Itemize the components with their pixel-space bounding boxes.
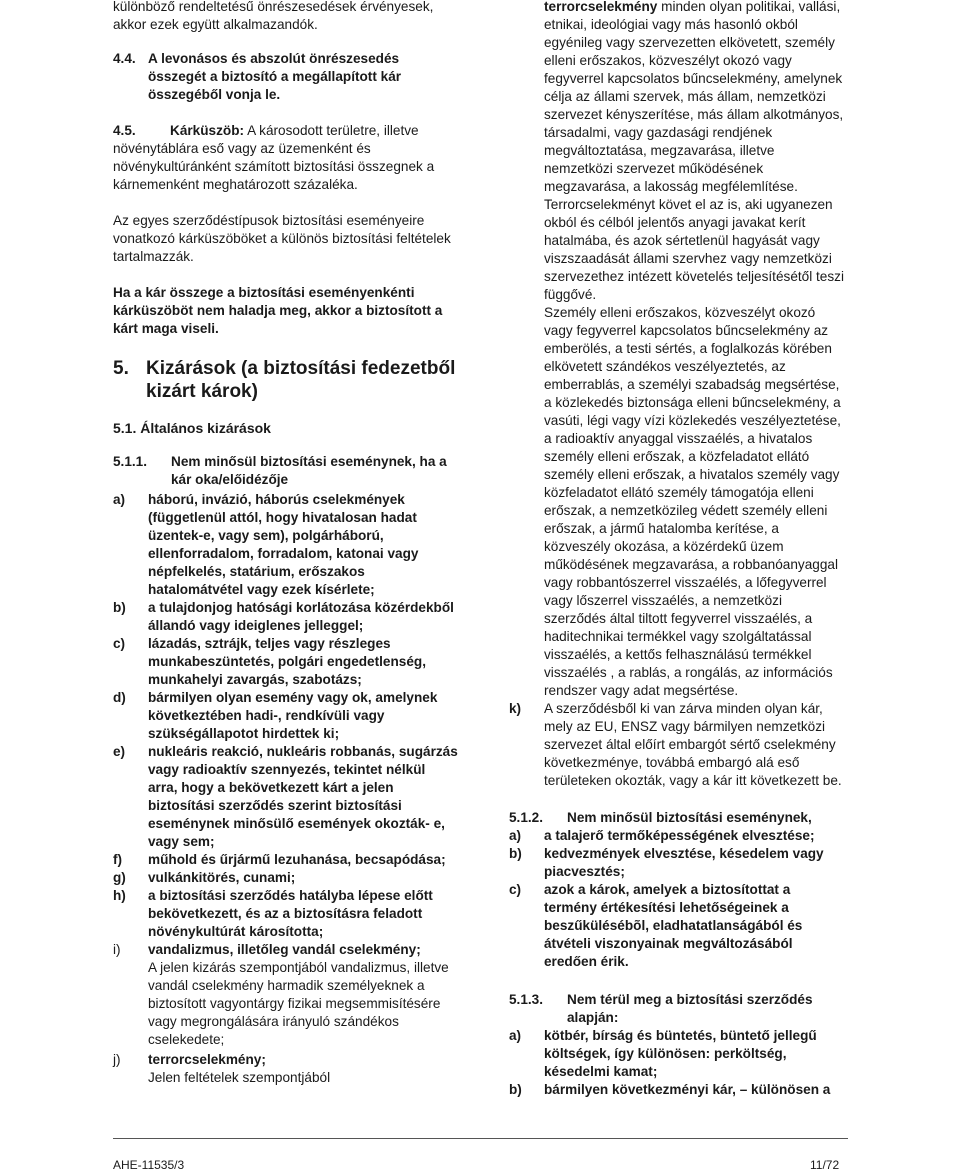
list-item-text: azok a károk, amelyek a biztosítottat a termény értékesítési lehetőségeinek a beszűkülésébõl, eladhatatlanságából és átvételi viszonyainak megváltozásából eredően érik. [544, 882, 803, 969]
section-number: 4.5. [113, 123, 136, 138]
list-item-title: vandalizmus, illetőleg vandál cselekmény; [148, 942, 421, 957]
list-item-text: Jelen feltételek szempontjából [148, 1070, 331, 1085]
list-item-text: vulkánkitörés, cunami; [148, 870, 296, 885]
list-item-title: terrorcselekmény; [148, 1052, 266, 1067]
section-number: 5.1.1. [113, 454, 148, 469]
footer-divider [113, 1138, 848, 1139]
list-item-label: j) [113, 1052, 121, 1067]
list-item-label: b) [509, 846, 522, 861]
left-column [113, 0, 458, 1087]
list-item-label: a) [113, 492, 126, 507]
list-item-label: c) [509, 882, 522, 897]
list-item-text: a talajerő termőképességének elvesztése; [544, 828, 815, 843]
list-item [113, 599, 458, 635]
list-item [113, 689, 458, 743]
section-5-1-3 [509, 991, 844, 1027]
section-5-1-2-list [509, 827, 844, 971]
list-item-label: h) [113, 888, 126, 903]
list-item [509, 845, 844, 881]
footer-page-number: 11/72 [810, 1158, 840, 1172]
list-item [113, 635, 458, 689]
list-item-text: nukleáris reakció, nukleáris robbanás, sugárzás vagy radioaktív szennyezés, tekintet nélkül arra, hogy a bekövetkezett kárt a jelen biztosítási szerződés szerint biztosítási eseménynek minősülő események okozták- e, vagy sem; [148, 744, 458, 849]
list-item-text: háború, invázió, háborús cselekmények (függetlenül attól, hogy hivatalosan hadat üzentek-e, vagy sem), polgárháború, ellenforradalom, forradalom, katonai vagy népfelkelés, statárium, erőszakos hatalomátvétel vagy ezek kísérlete; [148, 492, 419, 597]
list-item-text: A szerződésből ki van zárva minden olyan kár, mely az EU, ENSZ vagy bármilyen nemzetközi szervezet által előírt embargót sértő cselekmény következménye, továbbá embargó alá eső területeken okozták, vagy a kár itt következett be. [544, 701, 842, 788]
list-item-label: a) [509, 1028, 522, 1043]
list-item-label: f) [113, 852, 123, 867]
list-item [509, 1081, 844, 1099]
list-item-text: A jelen kizárás szempontjából vandalizmus, illetve vandál cselekmény harmadik személyeknek a biztosított vagyontárgy fizikai megsemmisítésére vagy megrongálására irányuló szándékos cselekedete; [148, 960, 449, 1047]
paragraph-bold: Ha a kár összege a biztosítási eseményenkénti kárküszöböt nem haladja meg, akkor a biztosított a kárt maga viseli. [113, 285, 443, 336]
list-item-label: b) [509, 1082, 522, 1097]
section-number: 5.1.3. [509, 992, 544, 1007]
exclusion-list [113, 491, 458, 941]
list-item-text: műhold és űrjármű lezuhanása, becsapódása; [148, 852, 446, 867]
list-item [113, 851, 458, 869]
section-5-1-3-list [509, 1027, 844, 1099]
section-term: Kárküszöb: [170, 123, 245, 138]
list-item-text: lázadás, sztrájk, teljes vagy részleges munkabeszüntetés, polgári engedetlenség, munkahelyi zavargás, szabotázs; [148, 636, 426, 687]
right-column [509, 0, 844, 1099]
list-item [113, 743, 458, 851]
heading-title: Kizárások (a biztosítási fedezetből kizárt károk) [146, 358, 456, 402]
list-item-text: bármilyen következményi kár, – különösen a [544, 1082, 831, 1097]
terror-paragraph-3: Személy elleni erőszakos, közveszélyt okozó vagy fegyverrel kapcsolatos bűncselekmény az emberölés, a testi sértés, a foglalkozás körében elkövetett szándékos veszélyeztetés, az emberrablás, a személyi szabadság megsértése, a közlekedés biztonsága elleni bűncselekmény, a vasúti, légi vagy vízi közlekedés veszélyeztetése, a radioaktív anyaggal visszaélés, a hivatalos személy elleni erőszak, a közfeladatot ellátó személy elleni erőszak, a hivatalos személy vagy közfeladatot ellátó személy támogatója elleni erőszak, a nemzetközileg védett személy elleni erőszak, a jármű hatalomba kerítése, a közveszély okozása, a közérdekű üzem működésének megzavarása, a robbanóanyaggal vagy robbantószerrel visszaélés, a lőfegyverrel vagy lőszerrel visszaélés, a nemzetközi szerződés által tiltott fegyverrel visszaélés, a haditechnikai termékkel vagy szolgáltatással visszaélés, a kettős felhasználású termékkel visszaélés , a rablás, a rongálás, az információs rendszer vagy adat megsértése. [544, 305, 841, 698]
list-item-label: b) [113, 600, 126, 615]
section-5-1-2 [509, 809, 844, 827]
list-item [509, 827, 844, 845]
list-item-label: e) [113, 744, 126, 759]
section-5-1-1 [113, 453, 458, 489]
list-item-label: g) [113, 870, 126, 885]
term-bold: terrorcselekmény [544, 0, 658, 14]
list-item-label: c) [113, 636, 126, 651]
section-text: Nem minősül biztosítási eseménynek, [567, 810, 812, 825]
section-number: 4.4. [113, 51, 136, 66]
list-item [113, 491, 458, 599]
section-4-5 [113, 122, 458, 194]
section-4-4 [113, 50, 458, 104]
list-item-label: k) [509, 701, 522, 716]
list-item [509, 1027, 844, 1081]
heading-5 [113, 357, 458, 403]
heading-5-1: 5.1. Általános kizárások [113, 420, 271, 436]
list-item-text: kötbér, bírság és büntetés, büntető jellegű költségek, így különösen: perköltség, késedelmi kamat; [544, 1028, 817, 1079]
list-item-label: a) [509, 828, 522, 843]
section-text: Nem térül meg a biztosítási szerződés alapján: [567, 992, 813, 1025]
list-item-label: i) [113, 942, 121, 957]
list-item-text: a tulajdonjog hatósági korlátozása közérdekből állandó vagy ideiglenes jelleggel; [148, 600, 454, 633]
intro-text: különböző rendeltetésű önrészesedések érvényesek, akkor ezek együtt alkalmazandók. [113, 0, 434, 32]
list-item [509, 881, 844, 971]
section-number: 5.1.2. [509, 810, 544, 825]
terror-paragraph-2: Terrorcselekményt követ el az is, aki ugyanezen okból és célból jelentős anyagi javakat kerít hatalmába, és azok sértetlenül hagyását vagy viszszaadását állami szervhez vagy nemzetközi szervezethez intézett követelés teljesítésétől teszi függővé. [544, 197, 844, 302]
section-text: Nem minősül biztosítási eseménynek, ha a kár oka/előidézője [171, 454, 447, 487]
list-item-label: d) [113, 690, 126, 705]
list-item [113, 941, 458, 1049]
terror-definition [509, 0, 844, 700]
list-item [113, 869, 458, 887]
heading-number: 5. [113, 358, 129, 379]
section-text: A károsodott területre, illetve növénytáblára eső vagy az üzemenként és növénykultúránként számított biztosítási összegnek a kárnemenként meghatározott százaléka. [113, 123, 435, 192]
term-text: minden olyan politikai, vallási, etnikai, ideológiai vagy más hasonló okból egyénileg vagy szervezetten elkövetett, személy elleni erőszakos, közveszélyt okozó vagy fegyverrel kapcsolatos bűncselekmény, amelynek célja az állami szervek, más állam, nemzetközi szervezet kényszerítése, más állam alkotmányos, társadalmi, vagy gazdasági rendjének megváltoztatása, megzavarása, illetve nemzetközi szervezet működésének megzavarása, a lakosság megfélemlítése. [544, 0, 844, 194]
paragraph-thresholds: Az egyes szerződéstípusok biztosítási eseményeire vonatkozó kárküszöböket a különös biztosítási feltételek tartalmazzák. [113, 213, 451, 264]
list-item [113, 1051, 458, 1087]
list-item [509, 700, 844, 790]
list-item-text: bármilyen olyan esemény vagy ok, amelynek következtében hadi-, rendkívüli vagy szükségállapotot hirdettek ki; [148, 690, 438, 741]
list-item-text: a biztosítási szerződés hatályba lépese előtt bekövetkezett, és az a biztosításra feladott növénykultúrát károsította; [148, 888, 433, 939]
list-item-text: kedvezmények elvesztése, késedelem vagy piacvesztés; [544, 846, 824, 879]
list-item [113, 887, 458, 941]
footer-doc-code: AHE-11535/3 [113, 1158, 185, 1172]
section-text: A levonásos és abszolút önrészesedés összegét a biztosító a megállapított kár összegéből vonja le. [148, 51, 402, 102]
